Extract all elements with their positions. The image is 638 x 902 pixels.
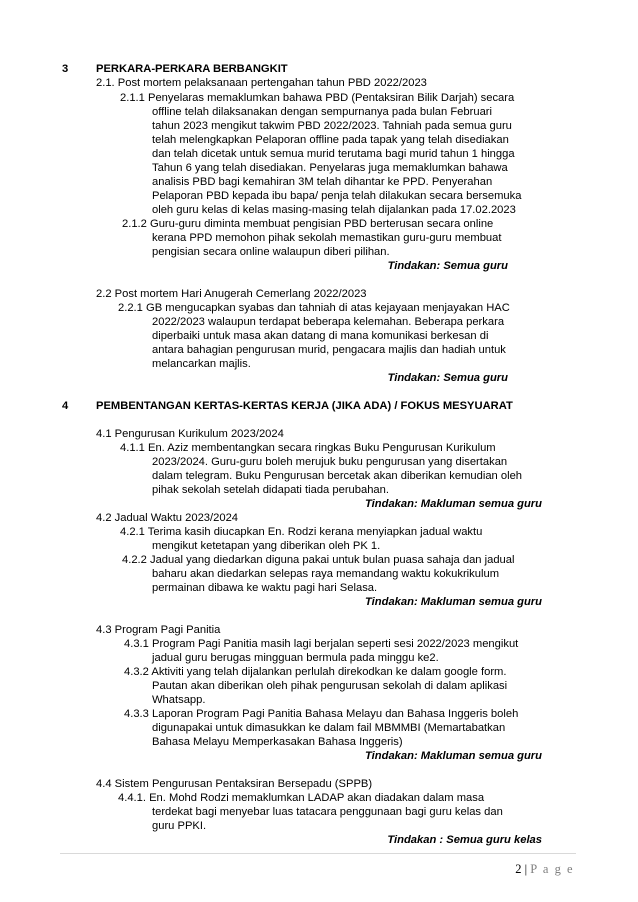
action-note: Tindakan: Semua guru bbox=[387, 372, 508, 384]
paragraph-line: pengisian secara online walaupun diberi pilihan. bbox=[152, 246, 390, 258]
paragraph-line: 4.2.2 Jadual yang diedarkan diguna pakai untuk bulan puasa sahaja dan jadual bbox=[122, 554, 515, 566]
paragraph-line: kerana PPD memohon pihak sekolah memastikan guru-guru membuat bbox=[152, 232, 502, 244]
paragraph-line: 4.4.1. En. Mohd Rodzi memaklumkan LADAP akan diadakan dalam masa bbox=[118, 792, 485, 804]
paragraph-line: offline telah dilaksanakan dengan sempurnanya pada bulan Februari bbox=[152, 106, 493, 118]
paragraph-line: terdekat bagi menyebar luas tatacara penggunaan bagi guru kelas dan bbox=[152, 806, 503, 818]
action-note: Tindakan : Semua guru kelas bbox=[387, 834, 542, 846]
paragraph-line: guru PPKI. bbox=[152, 820, 207, 832]
paragraph-line: 2.2.1 GB mengucapkan syabas dan tahniah di atas kejayaan menjayakan HAC bbox=[118, 302, 510, 314]
paragraph-line: oleh guru kelas di kelas masing-masing telah dijalankan pada 17.02.2023 bbox=[152, 204, 516, 216]
paragraph-line: 4.2.1 Terima kasih diucapkan En. Rodzi kerana menyiapkan jadual waktu bbox=[120, 526, 483, 538]
paragraph-line: permainan dibawa ke waktu pagi hari Selasa. bbox=[152, 582, 378, 594]
paragraph-line: Tahun 6 yang telah disediakan. Penyelaras juga memaklumkan bahawa bbox=[152, 162, 508, 174]
paragraph-line: analisis PBD bagi kemahiran 3M telah dihantar ke PPD. Penyerahan bbox=[152, 176, 493, 188]
footer-separator: | bbox=[524, 862, 528, 876]
paragraph-line: pihak sekolah setelah didapati tiada perubahan. bbox=[152, 484, 389, 496]
paragraph-line: diperbaiki untuk masa akan datang di mana komunikasi berkesan di bbox=[152, 330, 489, 342]
paragraph-line: 4.3.3 Laporan Program Pagi Panitia Bahasa Melayu dan Bahasa Inggeris boleh bbox=[124, 708, 519, 720]
action-note: Tindakan: Makluman semua guru bbox=[365, 750, 542, 762]
paragraph-line: Bahasa Melayu Memperkasakan Bahasa Inggeris) bbox=[152, 736, 403, 748]
paragraph-line: mengikut ketetapan yang diberikan oleh PK 1. bbox=[152, 540, 381, 552]
paragraph-line: jadual guru berugas mingguan bermula pada minggu ke2. bbox=[152, 652, 439, 664]
paragraph-line: 4.1.1 En. Aziz membentangkan secara ringkas Buku Pengurusan Kurikulum bbox=[120, 442, 496, 454]
paragraph-line: telah melengkapkan Pelaporan offline pada tapak yang telah disediakan bbox=[152, 134, 509, 146]
paragraph-line: dalam telegram. Buku Pengurusan bercetak akan diberikan kemudian oleh bbox=[152, 470, 523, 482]
item-heading: 4.3 Program Pagi Panitia bbox=[96, 624, 221, 636]
page-label: P a g e bbox=[530, 862, 574, 876]
paragraph-line: 2023/2024. Guru-guru boleh merujuk buku pengurusan yang disertakan bbox=[152, 456, 508, 468]
paragraph-line: 4.3.2 Aktiviti yang telah dijalankan perlulah direkodkan ke dalam google form. bbox=[124, 666, 507, 678]
section-title: PEMBENTANGAN KERTAS-KERTAS KERJA (JIKA ADA) / FOKUS MESYUARAT bbox=[96, 400, 513, 412]
section-title: PERKARA-PERKARA BERBANGKIT bbox=[96, 63, 288, 75]
action-note: Tindakan: Semua guru bbox=[387, 260, 508, 272]
paragraph-line: 4.3.1 Program Pagi Panitia masih lagi berjalan seperti sesi 2022/2023 mengikut bbox=[124, 638, 519, 650]
page-number: 2 bbox=[515, 862, 522, 876]
paragraph-line: digunapakai untuk dimasukkan ke dalam fail MBMMBI (Memartabatkan bbox=[152, 722, 506, 734]
paragraph-line: baharu akan diedarkan selepas raya memandang waktu kokukrikulum bbox=[152, 568, 500, 580]
paragraph-line: Pelaporan PBD kepada ibu bapa/ penja telah dilakukan secara bersemuka bbox=[152, 190, 522, 202]
item-heading: 4.2 Jadual Waktu 2023/2024 bbox=[96, 512, 239, 524]
paragraph-line: 2022/2023 walaupun terdapat beberapa kelemahan. Beberapa perkara bbox=[152, 316, 505, 328]
action-note: Tindakan: Makluman semua guru bbox=[365, 498, 542, 510]
action-note: Tindakan: Makluman semua guru bbox=[365, 596, 542, 608]
paragraph-line: tahun 2023 mengikut takwim PBD 2022/2023. Tahniah pada semua guru bbox=[152, 120, 512, 132]
paragraph-line: antara bahagian pengurusan murid, pengacara majlis dan hadiah untuk bbox=[152, 344, 506, 356]
paragraph-line: 2.1.1 Penyelaras memaklumkan bahawa PBD (Pentaksiran Bilik Darjah) secara bbox=[120, 92, 515, 104]
paragraph-line: 2.1.2 Guru-guru diminta membuat pengisian PBD berterusan secara online bbox=[122, 218, 494, 230]
item-heading: 4.1 Pengurusan Kurikulum 2023/2024 bbox=[96, 428, 284, 440]
paragraph-line: Pautan akan diberikan oleh pihak pengurusan sekolah di dalam aplikasi bbox=[152, 680, 508, 692]
section-number: 3 bbox=[62, 63, 69, 75]
item-heading: 2.1. Post mortem pelaksanaan pertengahan tahun PBD 2022/2023 bbox=[96, 77, 427, 89]
item-heading: 4.4 Sistem Pengurusan Pentaksiran Bersepadu (SPPB) bbox=[96, 778, 373, 790]
paragraph-line: dan telah dicetak untuk semua murid terutama bagi murid tahun 1 hingga bbox=[152, 148, 515, 160]
page-footer bbox=[515, 862, 574, 877]
footer-divider bbox=[60, 853, 576, 854]
paragraph-line: melancarkan majlis. bbox=[152, 358, 251, 370]
section-number: 4 bbox=[62, 400, 69, 412]
item-heading: 2.2 Post mortem Hari Anugerah Cemerlang 2022/2023 bbox=[96, 288, 367, 300]
paragraph-line: Whatsapp. bbox=[152, 694, 206, 706]
